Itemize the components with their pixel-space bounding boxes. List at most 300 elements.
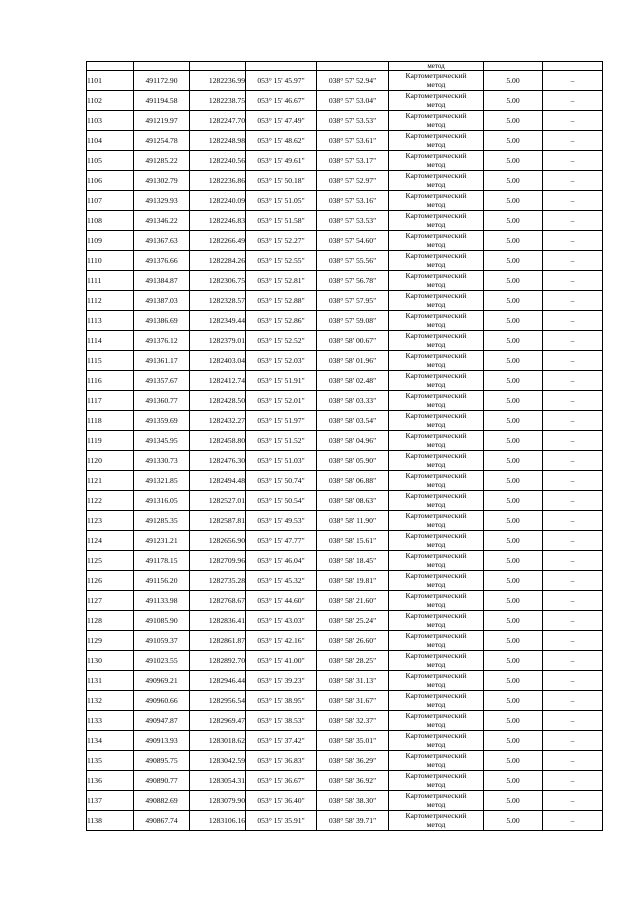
x-coordinate-cell: 491361.17 [134, 351, 190, 371]
longitude-cell: 038° 57' 57.95" [317, 291, 389, 311]
x-coordinate-cell: 491376.12 [134, 331, 190, 351]
table-row [87, 531, 603, 551]
method-cell [389, 62, 484, 71]
latitude-cell: 053° 15' 52.81" [246, 271, 317, 291]
table-row [87, 691, 603, 711]
table-row [87, 491, 603, 511]
dash-cell: – [543, 531, 603, 551]
method-line-1: Картометрический [405, 771, 467, 780]
latitude-cell: 053° 15' 36.40" [246, 791, 317, 811]
latitude-cell: 053° 15' 52.55" [246, 251, 317, 271]
y-coordinate-cell: 1282240.09 [190, 191, 246, 211]
precision-cell: 5.00 [484, 91, 543, 111]
table-row [87, 711, 603, 731]
latitude-cell: 053° 15' 49.61" [246, 151, 317, 171]
table-row [87, 271, 603, 291]
x-coordinate-cell: 490882.69 [134, 791, 190, 811]
x-coordinate-cell: 491387.03 [134, 291, 190, 311]
y-coordinate-cell: 1283018.62 [190, 731, 246, 751]
latitude-cell: 053° 15' 37.42" [246, 731, 317, 751]
latitude-cell: 053° 15' 50.74" [246, 471, 317, 491]
precision-cell: 5.00 [484, 431, 543, 451]
y-coordinate-cell: 1282735.28 [190, 571, 246, 591]
method-line-1: Картометрический [405, 551, 467, 560]
precision-cell: 5.00 [484, 691, 543, 711]
point-number-cell: 1112 [87, 291, 134, 311]
dash-cell: – [543, 131, 603, 151]
y-coordinate-cell: 1282412.74 [190, 371, 246, 391]
point-number-cell: 1132 [87, 691, 134, 711]
method-line-2: метод [426, 799, 446, 809]
method-line-1: Картометрический [405, 251, 467, 260]
x-coordinate-cell: 491330.73 [134, 451, 190, 471]
point-number-cell: 1133 [87, 711, 134, 731]
precision-cell: 5.00 [484, 711, 543, 731]
y-coordinate-cell: 1282861.87 [190, 631, 246, 651]
dash-cell: – [543, 371, 603, 391]
point-number-cell: 1129 [87, 631, 134, 651]
table-row [87, 91, 603, 111]
latitude-cell: 053° 15' 50.18" [246, 171, 317, 191]
latitude-cell: 053° 15' 52.88" [246, 291, 317, 311]
method-line-1: Картометрический [405, 571, 467, 580]
method-cell [389, 71, 484, 91]
dash-cell: – [543, 431, 603, 451]
method-cell [389, 331, 484, 351]
x-coordinate-cell: 491178.15 [134, 551, 190, 571]
method-cell [389, 791, 484, 811]
method-line-1: Картометрический [405, 311, 467, 320]
x-coordinate-cell: 491346.22 [134, 211, 190, 231]
y-coordinate-cell: 1282494.48 [190, 471, 246, 491]
precision-cell: 5.00 [484, 651, 543, 671]
x-coordinate-cell: 491359.69 [134, 411, 190, 431]
precision-cell: 5.00 [484, 571, 543, 591]
method-line-2: метод [426, 459, 446, 469]
dash-cell: – [543, 311, 603, 331]
point-number-cell: 1126 [87, 571, 134, 591]
latitude-cell: 053° 15' 47.49" [246, 111, 317, 131]
y-coordinate-cell: 1282709.96 [190, 551, 246, 571]
precision-cell: 5.00 [484, 751, 543, 771]
table-row [87, 71, 603, 91]
table-row [87, 151, 603, 171]
dash-cell: – [543, 71, 603, 91]
table-row [87, 591, 603, 611]
method-line-2: метод [426, 599, 446, 609]
dash-cell: – [543, 111, 603, 131]
table-cell [543, 62, 603, 71]
table-row [87, 751, 603, 771]
point-number-cell: 1127 [87, 591, 134, 611]
table-cell [134, 62, 190, 71]
x-coordinate-cell: 491059.37 [134, 631, 190, 651]
method-line-1: Картометрический [405, 591, 467, 600]
method-cell [389, 531, 484, 551]
longitude-cell: 038° 58' 39.71" [317, 811, 389, 831]
longitude-cell: 038° 58' 38.30" [317, 791, 389, 811]
x-coordinate-cell: 491386.69 [134, 311, 190, 331]
longitude-cell: 038° 58' 28.25" [317, 651, 389, 671]
latitude-cell: 053° 15' 47.77" [246, 531, 317, 551]
latitude-cell: 053° 15' 51.52" [246, 431, 317, 451]
method-line-2: метод [426, 259, 446, 269]
precision-cell: 5.00 [484, 551, 543, 571]
method-line-1: Картометрический [405, 751, 467, 760]
y-coordinate-cell: 1282892.70 [190, 651, 246, 671]
x-coordinate-cell: 491231.21 [134, 531, 190, 551]
method-cell [389, 451, 484, 471]
table-row [87, 331, 603, 351]
y-coordinate-cell: 1283054.31 [190, 771, 246, 791]
method-line-2: метод [426, 339, 446, 349]
method-text: метод [427, 62, 445, 70]
method-line-2: метод [426, 539, 446, 549]
x-coordinate-cell: 491367.63 [134, 231, 190, 251]
method-cell [389, 271, 484, 291]
x-coordinate-cell: 490947.87 [134, 711, 190, 731]
dash-cell: – [543, 671, 603, 691]
x-coordinate-cell: 491360.77 [134, 391, 190, 411]
method-line-2: метод [426, 759, 446, 769]
method-line-2: метод [426, 299, 446, 309]
precision-cell: 5.00 [484, 391, 543, 411]
method-line-2: метод [426, 359, 446, 369]
latitude-cell: 053° 15' 44.60" [246, 591, 317, 611]
longitude-cell: 038° 58' 08.63" [317, 491, 389, 511]
precision-cell: 5.00 [484, 371, 543, 391]
longitude-cell: 038° 58' 31.13" [317, 671, 389, 691]
y-coordinate-cell: 1282266.49 [190, 231, 246, 251]
point-number-cell: 1128 [87, 611, 134, 631]
longitude-cell: 038° 58' 06.88" [317, 471, 389, 491]
precision-cell: 5.00 [484, 291, 543, 311]
y-coordinate-cell: 1282328.57 [190, 291, 246, 311]
longitude-cell: 038° 58' 05.90" [317, 451, 389, 471]
x-coordinate-cell: 491285.35 [134, 511, 190, 531]
latitude-cell: 053° 15' 36.67" [246, 771, 317, 791]
method-line-1: Картометрический [405, 271, 467, 280]
method-line-2: метод [426, 279, 446, 289]
method-line-1: Картометрический [405, 691, 467, 700]
point-number-cell: 1123 [87, 511, 134, 531]
y-coordinate-cell: 1282349.44 [190, 311, 246, 331]
precision-cell: 5.00 [484, 211, 543, 231]
y-coordinate-cell: 1282238.75 [190, 91, 246, 111]
method-line-1: Картометрический [405, 211, 467, 220]
method-line-2: метод [426, 139, 446, 149]
method-line-1: Картометрический [405, 151, 467, 160]
point-number-cell: 1108 [87, 211, 134, 231]
method-cell [389, 171, 484, 191]
coordinates-table-body [87, 62, 603, 831]
point-number-cell: 1115 [87, 351, 134, 371]
dash-cell: – [543, 771, 603, 791]
table-cell [317, 62, 389, 71]
y-coordinate-cell: 1282236.99 [190, 71, 246, 91]
dash-cell: – [543, 191, 603, 211]
y-coordinate-cell: 1282476.30 [190, 451, 246, 471]
latitude-cell: 053° 15' 52.52" [246, 331, 317, 351]
point-number-cell: 1122 [87, 491, 134, 511]
precision-cell: 5.00 [484, 171, 543, 191]
x-coordinate-cell: 491302.79 [134, 171, 190, 191]
table-row [87, 171, 603, 191]
method-cell [389, 571, 484, 591]
x-coordinate-cell: 491316.05 [134, 491, 190, 511]
dash-cell: – [543, 271, 603, 291]
latitude-cell: 053° 15' 43.03" [246, 611, 317, 631]
x-coordinate-cell: 490867.74 [134, 811, 190, 831]
precision-cell: 5.00 [484, 471, 543, 491]
table-cell [87, 62, 134, 71]
method-cell [389, 111, 484, 131]
dash-cell: – [543, 491, 603, 511]
dash-cell: – [543, 651, 603, 671]
point-number-cell: 1138 [87, 811, 134, 831]
longitude-cell: 038° 57' 53.53" [317, 111, 389, 131]
longitude-cell: 038° 58' 02.48" [317, 371, 389, 391]
longitude-cell: 038° 57' 53.17" [317, 151, 389, 171]
dash-cell: – [543, 351, 603, 371]
method-line-2: метод [426, 159, 446, 169]
method-cell [389, 691, 484, 711]
method-line-1: Картометрический [405, 351, 467, 360]
method-line-1: Картометрический [405, 651, 467, 660]
x-coordinate-cell: 491285.22 [134, 151, 190, 171]
method-cell [389, 151, 484, 171]
method-line-1: Картометрический [405, 671, 467, 680]
method-cell [389, 431, 484, 451]
method-cell [389, 191, 484, 211]
dash-cell: – [543, 391, 603, 411]
method-cell [389, 231, 484, 251]
method-line-2: метод [426, 379, 446, 389]
point-number-cell: 1124 [87, 531, 134, 551]
table-row [87, 411, 603, 431]
method-line-1: Картометрический [405, 731, 467, 740]
dash-cell: – [543, 171, 603, 191]
point-number-cell: 1102 [87, 91, 134, 111]
longitude-cell: 038° 58' 03.33" [317, 391, 389, 411]
latitude-cell: 053° 15' 49.53" [246, 511, 317, 531]
dash-cell: – [543, 251, 603, 271]
precision-cell: 5.00 [484, 811, 543, 831]
y-coordinate-cell: 1282246.83 [190, 211, 246, 231]
method-line-1: Картометрический [405, 791, 467, 800]
precision-cell: 5.00 [484, 491, 543, 511]
precision-cell: 5.00 [484, 731, 543, 751]
y-coordinate-cell: 1282248.98 [190, 131, 246, 151]
dash-cell: – [543, 451, 603, 471]
dash-cell: – [543, 711, 603, 731]
method-line-1: Картометрический [405, 91, 467, 100]
method-line-1: Картометрический [405, 111, 467, 120]
longitude-cell: 038° 58' 18.45" [317, 551, 389, 571]
precision-cell: 5.00 [484, 591, 543, 611]
precision-cell: 5.00 [484, 151, 543, 171]
method-cell [389, 291, 484, 311]
point-number-cell: 1105 [87, 151, 134, 171]
table-cell [190, 62, 246, 71]
table-cell [246, 62, 317, 71]
method-line-1: Картометрический [405, 471, 467, 480]
precision-cell: 5.00 [484, 511, 543, 531]
method-cell [389, 631, 484, 651]
x-coordinate-cell: 491384.87 [134, 271, 190, 291]
longitude-cell: 038° 57' 52.97" [317, 171, 389, 191]
table-row [87, 391, 603, 411]
method-line-2: метод [426, 559, 446, 569]
dash-cell: – [543, 731, 603, 751]
table-row [87, 551, 603, 571]
precision-cell: 5.00 [484, 531, 543, 551]
table-row [87, 611, 603, 631]
y-coordinate-cell: 1282458.80 [190, 431, 246, 451]
method-cell [389, 311, 484, 331]
point-number-cell: 1116 [87, 371, 134, 391]
latitude-cell: 053° 15' 46.67" [246, 91, 317, 111]
method-line-2: метод [426, 419, 446, 429]
method-line-1: Картометрический [405, 171, 467, 180]
point-number-cell: 1101 [87, 71, 134, 91]
dash-cell: – [543, 751, 603, 771]
precision-cell: 5.00 [484, 331, 543, 351]
dash-cell: – [543, 411, 603, 431]
table-row [87, 651, 603, 671]
point-number-cell: 1104 [87, 131, 134, 151]
method-cell [389, 91, 484, 111]
point-number-cell: 1110 [87, 251, 134, 271]
point-number-cell: 1125 [87, 551, 134, 571]
method-cell [389, 411, 484, 431]
y-coordinate-cell: 1282836.41 [190, 611, 246, 631]
latitude-cell: 053° 15' 51.97" [246, 411, 317, 431]
point-number-cell: 1134 [87, 731, 134, 751]
method-line-1: Картометрический [405, 291, 467, 300]
method-cell [389, 371, 484, 391]
longitude-cell: 038° 58' 11.90" [317, 511, 389, 531]
method-cell [389, 211, 484, 231]
precision-cell: 5.00 [484, 71, 543, 91]
dash-cell: – [543, 791, 603, 811]
longitude-cell: 038° 58' 26.60" [317, 631, 389, 651]
precision-cell: 5.00 [484, 131, 543, 151]
latitude-cell: 053° 15' 52.03" [246, 351, 317, 371]
longitude-cell: 038° 58' 25.24" [317, 611, 389, 631]
x-coordinate-cell: 490960.66 [134, 691, 190, 711]
x-coordinate-cell: 491345.95 [134, 431, 190, 451]
method-cell [389, 491, 484, 511]
point-number-cell: 1113 [87, 311, 134, 331]
method-cell [389, 771, 484, 791]
y-coordinate-cell: 1282969.47 [190, 711, 246, 731]
latitude-cell: 053° 15' 51.58" [246, 211, 317, 231]
point-number-cell: 1118 [87, 411, 134, 431]
y-coordinate-cell: 1282379.01 [190, 331, 246, 351]
latitude-cell: 053° 15' 52.86" [246, 311, 317, 331]
table-row [87, 231, 603, 251]
method-cell [389, 131, 484, 151]
longitude-cell: 038° 57' 52.94" [317, 71, 389, 91]
method-line-2: метод [426, 319, 446, 329]
method-cell [389, 551, 484, 571]
y-coordinate-cell: 1282656.90 [190, 531, 246, 551]
method-cell [389, 731, 484, 751]
latitude-cell: 053° 15' 45.97" [246, 71, 317, 91]
y-coordinate-cell: 1282284.26 [190, 251, 246, 271]
method-line-2: метод [426, 779, 446, 789]
table-row [87, 251, 603, 271]
precision-cell: 5.00 [484, 631, 543, 651]
method-line-1: Картометрический [405, 191, 467, 200]
longitude-cell: 038° 57' 53.16" [317, 191, 389, 211]
table-row [87, 211, 603, 231]
table-row [87, 771, 603, 791]
dash-cell: – [543, 511, 603, 531]
table-row [87, 311, 603, 331]
method-cell [389, 711, 484, 731]
x-coordinate-cell: 491172.90 [134, 71, 190, 91]
longitude-cell: 038° 58' 36.92" [317, 771, 389, 791]
method-line-2: метод [426, 619, 446, 629]
dash-cell: – [543, 631, 603, 651]
dash-cell: – [543, 571, 603, 591]
x-coordinate-cell: 491357.67 [134, 371, 190, 391]
precision-cell: 5.00 [484, 191, 543, 211]
y-coordinate-cell: 1282768.67 [190, 591, 246, 611]
table-row [87, 671, 603, 691]
precision-cell: 5.00 [484, 791, 543, 811]
y-coordinate-cell: 1282587.81 [190, 511, 246, 531]
latitude-cell: 053° 15' 36.83" [246, 751, 317, 771]
longitude-cell: 038° 57' 53.04" [317, 91, 389, 111]
longitude-cell: 038° 58' 31.67" [317, 691, 389, 711]
dash-cell: – [543, 291, 603, 311]
table-row [87, 291, 603, 311]
longitude-cell: 038° 57' 53.53" [317, 211, 389, 231]
table-row [87, 431, 603, 451]
precision-cell: 5.00 [484, 231, 543, 251]
longitude-cell: 038° 57' 56.78" [317, 271, 389, 291]
method-line-1: Картометрический [405, 631, 467, 640]
precision-cell: 5.00 [484, 271, 543, 291]
x-coordinate-cell: 491194.58 [134, 91, 190, 111]
method-line-2: метод [426, 239, 446, 249]
point-number-cell: 1119 [87, 431, 134, 451]
method-line-2: метод [426, 439, 446, 449]
y-coordinate-cell: 1282432.27 [190, 411, 246, 431]
longitude-cell: 038° 58' 21.60" [317, 591, 389, 611]
latitude-cell: 053° 15' 42.16" [246, 631, 317, 651]
latitude-cell: 053° 15' 45.32" [246, 571, 317, 591]
method-line-2: метод [426, 479, 446, 489]
method-line-1: Картометрический [405, 331, 467, 340]
longitude-cell: 038° 58' 36.29" [317, 751, 389, 771]
point-number-cell: 1130 [87, 651, 134, 671]
method-line-2: метод [426, 659, 446, 669]
latitude-cell: 053° 15' 38.95" [246, 691, 317, 711]
method-cell [389, 651, 484, 671]
x-coordinate-cell: 491023.55 [134, 651, 190, 671]
method-line-2: метод [426, 119, 446, 129]
method-line-1: Картометрический [405, 451, 467, 460]
point-number-cell: 1109 [87, 231, 134, 251]
method-cell [389, 671, 484, 691]
latitude-cell: 053° 15' 46.04" [246, 551, 317, 571]
method-line-1: Картометрический [405, 611, 467, 620]
dash-cell: – [543, 91, 603, 111]
